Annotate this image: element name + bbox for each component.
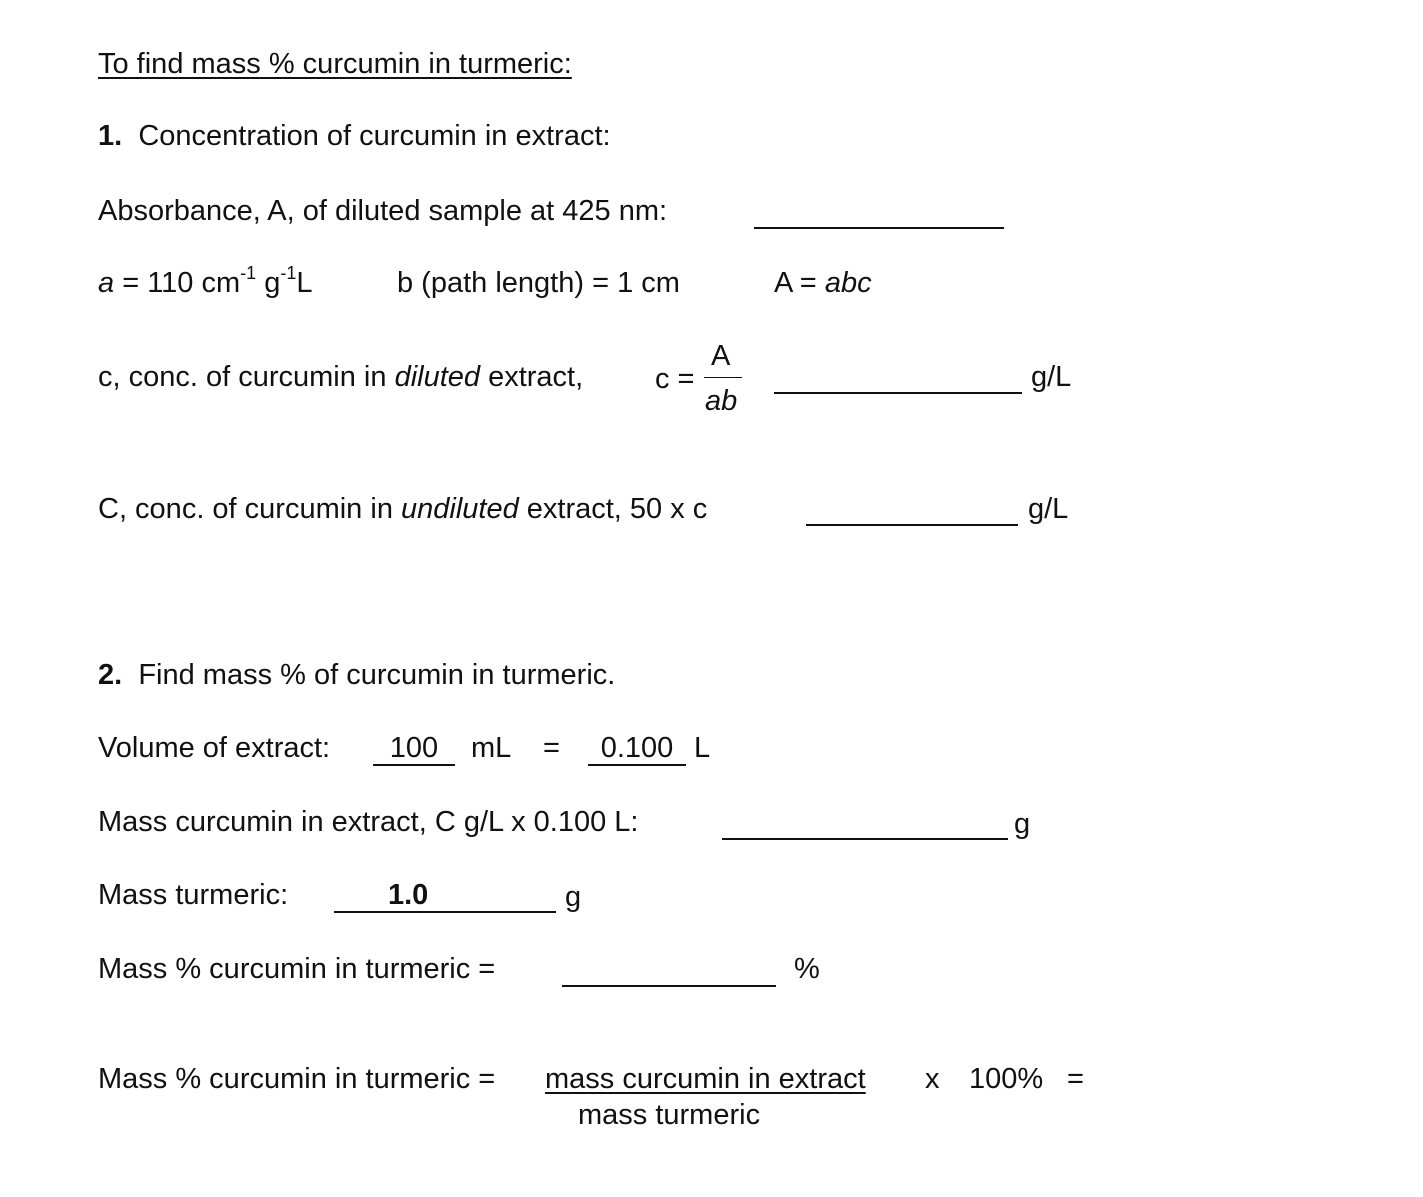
mass-extract-unit: g [1014, 808, 1031, 840]
c-formula-numerator: A [711, 340, 731, 372]
c-formula-fraction-bar [704, 377, 742, 378]
mass-turmeric-value: 1.0 [388, 879, 429, 911]
a-variable: a [98, 267, 115, 299]
page-title: To find mass % curcumin in turmeric: [98, 48, 572, 80]
section-1-number: 1. [98, 120, 123, 152]
section-1-heading [98, 122, 611, 151]
diluted-conc-suffix: extract, [480, 361, 584, 393]
undiluted-conc-unit: g/L [1028, 493, 1069, 525]
beer-lambert-formula [774, 269, 872, 298]
undiluted-conc-blank[interactable] [806, 524, 1018, 526]
volume-l-value: 0.100 [600, 732, 674, 764]
undiluted-conc-label [98, 495, 707, 524]
a-exponent-2: -1 [280, 263, 297, 283]
volume-l-underline [588, 764, 686, 766]
absorbance-label: Absorbance, A, of diluted sample at 425 nm: [98, 195, 668, 227]
volume-ml-unit: mL [471, 732, 512, 764]
section-2-title: Find mass % of curcumin in turmeric. [138, 659, 616, 691]
a-gram: g [256, 267, 281, 299]
volume-equals: = [543, 732, 560, 764]
mass-turmeric-label: Mass turmeric: [98, 879, 289, 911]
diluted-conc-label [98, 363, 583, 392]
mass-turmeric-underline [334, 911, 556, 913]
mass-extract-blank[interactable] [722, 838, 1008, 840]
mass-extract-label: Mass curcumin in extract, C g/L x 0.100 L: [98, 806, 639, 838]
mass-percent-label: Mass % curcumin in turmeric = [98, 953, 496, 985]
undiluted-word: undiluted [401, 493, 519, 525]
path-length: b (path length) = 1 cm [397, 267, 680, 299]
diluted-word: diluted [394, 361, 481, 393]
undiluted-conc-prefix: C, conc. of curcumin in [98, 493, 401, 525]
section-1-title: Concentration of curcumin in extract: [138, 120, 611, 152]
mass-percent-unit: % [794, 953, 820, 985]
a-value: = 110 cm [114, 267, 241, 299]
formula-equals: = [791, 267, 825, 299]
final-formula-lhs: Mass % curcumin in turmeric = [98, 1063, 496, 1095]
section-2-heading [98, 661, 615, 690]
final-formula-numerator: mass curcumin in extract [545, 1063, 866, 1095]
formula-abc: abc [824, 267, 872, 299]
diluted-conc-prefix: c, conc. of curcumin in [98, 361, 395, 393]
volume-ml-underline [373, 764, 455, 766]
section-2-number: 2. [98, 659, 123, 691]
final-formula-100-percent: 100% [969, 1063, 1044, 1095]
final-formula-equals: = [1067, 1063, 1084, 1095]
volume-l-unit: L [694, 732, 711, 764]
final-formula-times: x [925, 1063, 940, 1095]
a-exponent-1: -1 [240, 263, 257, 283]
absorbance-blank[interactable] [754, 227, 1004, 229]
volume-label: Volume of extract: [98, 732, 331, 764]
absorptivity-constant [98, 263, 313, 299]
c-formula-lhs: c = [655, 363, 695, 395]
volume-ml-value: 100 [389, 732, 439, 764]
c-formula-denominator: ab [705, 385, 738, 417]
undiluted-conc-suffix: extract, 50 x c [518, 493, 708, 525]
formula-A: A [774, 267, 792, 299]
diluted-conc-unit: g/L [1031, 361, 1072, 393]
mass-percent-blank[interactable] [562, 985, 776, 987]
a-liter: L [296, 267, 313, 299]
final-formula-denominator: mass turmeric [578, 1099, 761, 1131]
diluted-conc-blank[interactable] [774, 392, 1022, 394]
mass-turmeric-unit: g [565, 881, 582, 913]
